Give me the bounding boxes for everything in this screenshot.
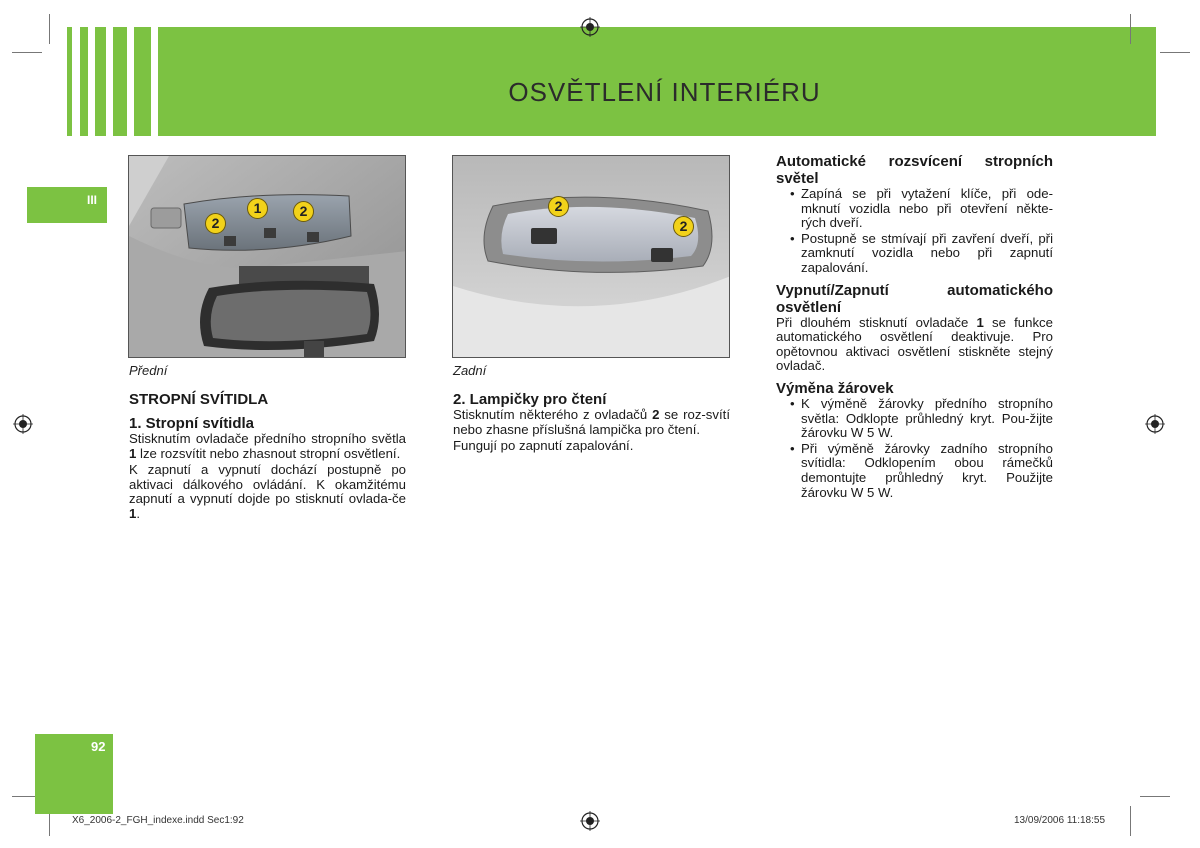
bold-ref: 1 xyxy=(976,314,984,330)
text: K zapnutí a vypnutí dochází postupně po aktivaci dálkového ovládání. K okamžitému zapnutí a vypnutí dojde po stisknutí ovlada-če xyxy=(129,462,406,507)
crop-mark xyxy=(1160,52,1190,53)
bold-ref: 2 xyxy=(652,407,660,422)
column-automatic-lighting xyxy=(776,153,1053,501)
sub-heading: Automatické rozsvícení stropních světel xyxy=(776,153,1053,187)
sub-heading: Výměna žárovek xyxy=(776,379,894,397)
crop-mark xyxy=(1130,14,1131,44)
crop-mark xyxy=(12,52,42,53)
callout-badge: 2 xyxy=(205,213,226,234)
front-ceiling-light-illustration xyxy=(129,156,406,358)
callout-badge: 2 xyxy=(293,201,314,222)
callout-badge: 1 xyxy=(247,198,268,219)
bold-ref: 1 xyxy=(129,505,137,521)
paragraph: Fungují po zapnutí zapalování. xyxy=(453,438,634,454)
rear-reading-lamp-photo xyxy=(452,155,730,358)
section-heading: STROPNÍ SVÍTIDLA xyxy=(129,391,269,408)
front-ceiling-light-photo xyxy=(128,155,406,358)
text: . xyxy=(136,505,141,521)
page-number: 92 xyxy=(91,739,106,754)
registration-target-icon xyxy=(13,414,33,434)
header-stripe xyxy=(158,27,173,136)
sub-heading: Vypnutí/Zapnutí automatického osvětlení xyxy=(776,281,1053,316)
crop-mark xyxy=(49,14,50,44)
crop-mark xyxy=(1140,796,1170,797)
text: lze rozsvítit nebo zhasnout stropní osvětlení. xyxy=(136,445,401,461)
header-stripe xyxy=(113,27,127,136)
column-front-lights xyxy=(129,391,406,522)
crop-mark xyxy=(1130,806,1131,836)
header-stripe xyxy=(95,27,106,136)
list-item: • Postupně se stmívají při zavření dveří, při zamknutí vozidla nebo při zapnutí zapalování. xyxy=(776,232,1053,276)
footer-file-info: X6_2006-2_FGH_indexe.indd Sec1:92 xyxy=(72,815,244,826)
paragraph xyxy=(776,316,1053,374)
page-number-block xyxy=(35,734,113,814)
paragraph xyxy=(129,463,406,521)
text: Stisknutím některého z ovladačů xyxy=(453,407,653,422)
sub-heading: 1. Stropní svítidla xyxy=(129,415,255,432)
section-tab-label: III xyxy=(87,193,98,207)
registration-target-icon xyxy=(1145,414,1165,434)
callout-badge: 2 xyxy=(673,216,694,237)
list-item: • K výměně žárovky předního stropního světla: Odklopte průhledný kryt. Pou-žijte žárovku W 5 W. xyxy=(776,397,1053,441)
text: Stisknutím ovladače předního stropního světla xyxy=(129,431,406,446)
sub-heading: 2. Lampičky pro čtení xyxy=(453,391,607,408)
callout-badge: 2 xyxy=(548,196,569,217)
list-item: • Při výměně žárovky zadního stropního svítidla: Odklopením obou rámečků demontujte průhledný kryt. Použijte žárovku W 5 W. xyxy=(776,442,1053,500)
registration-target-icon xyxy=(580,17,600,37)
section-tab xyxy=(27,187,107,223)
bullet-list xyxy=(776,187,1053,276)
paragraph xyxy=(453,408,730,437)
photo-caption: Zadní xyxy=(453,363,487,378)
rear-reading-lamp-illustration xyxy=(453,156,730,358)
text: se funkce automatického osvětlení deaktivuje. Pro opětovnou aktivaci osvětlení stiskněte stejný ovladač. xyxy=(776,314,1053,374)
footer-timestamp: 13/09/2006 11:18:55 xyxy=(1014,815,1106,826)
list-item: • Zapíná se při vytažení klíče, při ode-mknutí vozidla nebo při otevření někte-rých dveří. xyxy=(776,187,1053,231)
header-band xyxy=(173,27,1156,136)
page-title: OSVĚTLENÍ INTERIÉRU xyxy=(508,77,821,107)
bold-ref: 1 xyxy=(129,445,137,461)
text: se roz-svítí nebo zhasne příslušná lampička pro čtení. xyxy=(453,407,730,437)
bullet-list xyxy=(776,397,1053,500)
header-stripe xyxy=(67,27,72,136)
column-reading-lamps xyxy=(453,391,730,454)
photo-caption: Přední xyxy=(129,363,168,378)
header-stripe xyxy=(80,27,88,136)
registration-target-icon xyxy=(580,811,600,831)
paragraph xyxy=(129,432,406,461)
text: Při dlouhém stisknutí ovladače xyxy=(776,314,977,330)
header-stripe xyxy=(134,27,151,136)
